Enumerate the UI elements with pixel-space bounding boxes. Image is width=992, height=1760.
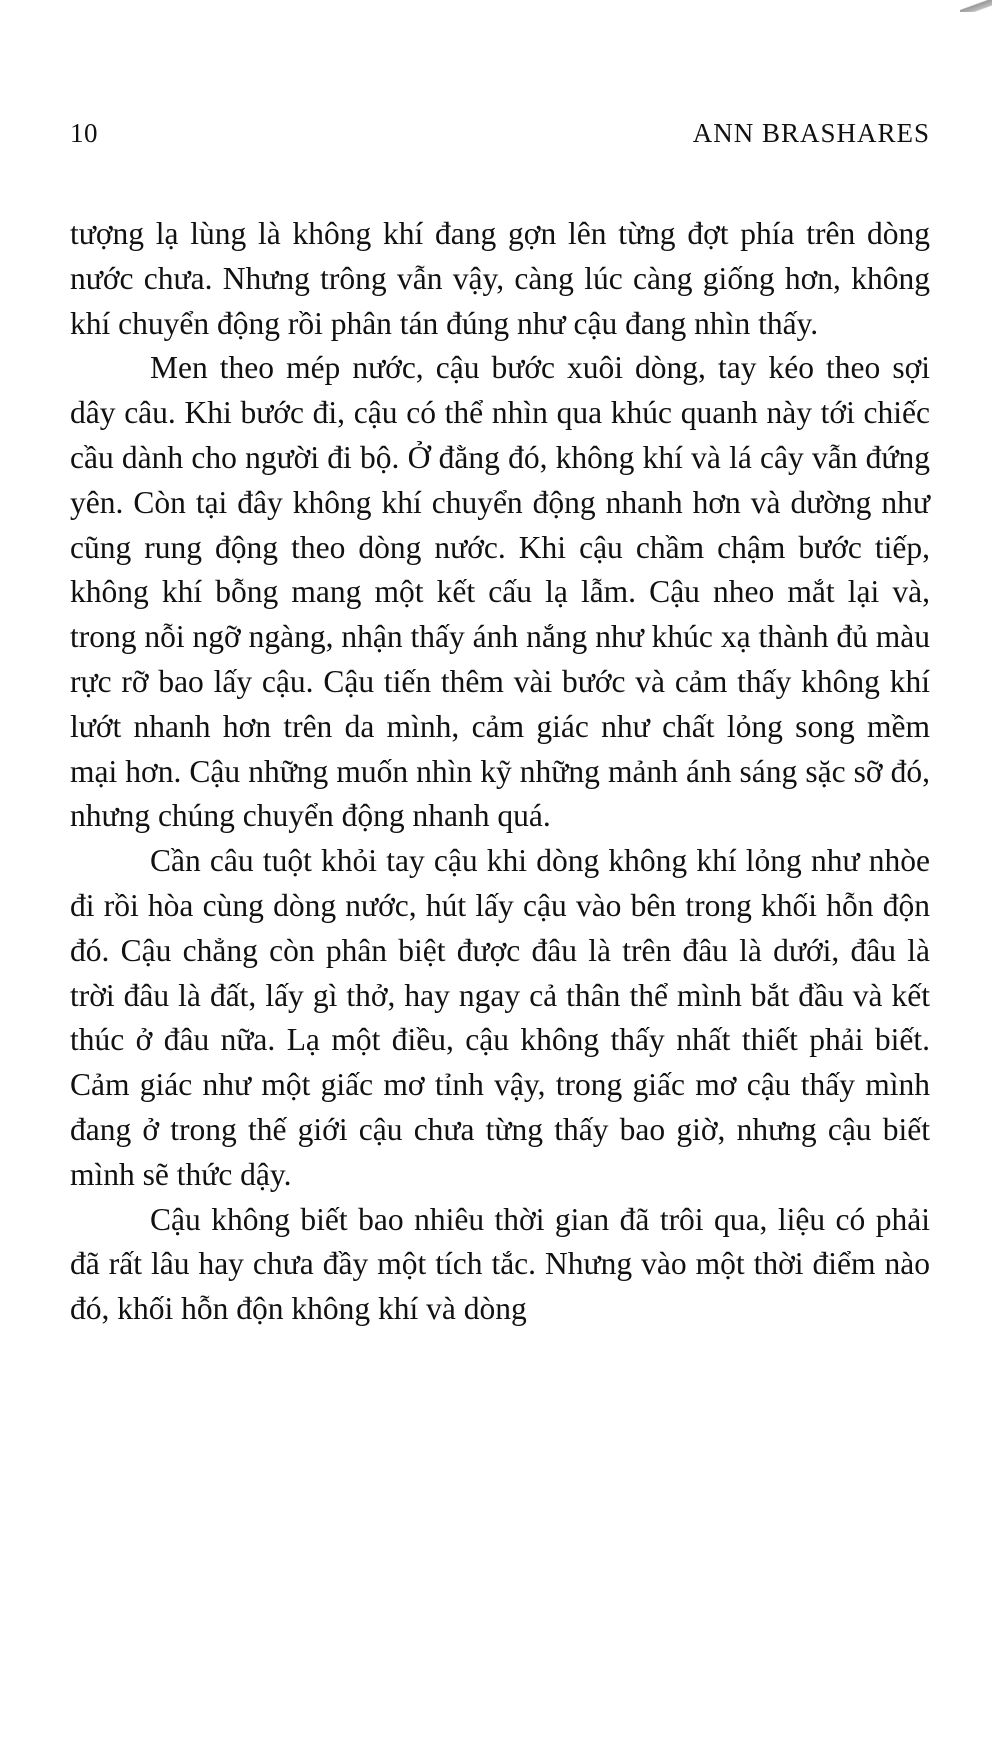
page-body xyxy=(70,212,930,1332)
paragraph: Men theo mép nước, cậu bước xuôi dòng, tay kéo theo sợi dây câu. Khi bước đi, cậu có thể nhìn qua khúc quanh này tới chiếc cầu dành cho người đi bộ. Ở đằng đó, không khí và lá cây vẫn đứng yên. Còn tại đây không khí chuyển động nhanh hơn và dường như cũng rung động theo dòng nước. Khi cậu chầm chậm bước tiếp, không khí bỗng mang một kết cấu lạ lẫm. Cậu nheo mắt lại và, trong nỗi ngỡ ngàng, nhận thấy ánh nắng như khúc xạ thành đủ màu rực rỡ bao lấy cậu. Cậu tiến thêm vài bước và cảm thấy không khí lướt nhanh hơn trên da mình, cảm giác như chất lỏng song mềm mại hơn. Cậu những muốn nhìn kỹ những mảnh ánh sáng sặc sỡ đó, nhưng chúng chuyển động nhanh quá. xyxy=(70,350,930,834)
paragraph: tượng lạ lùng là không khí đang gợn lên từng đợt phía trên dòng nước chưa. Nhưng trông vẫn vậy, càng lúc càng giống hơn, không khí chuyển động rồi phân tán đúng như cậu đang nhìn thấy. xyxy=(70,216,930,341)
paragraph: Cậu không biết bao nhiêu thời gian đã trôi qua, liệu có phải đã rất lâu hay chưa đầy một tích tắc. Nhưng vào một thời điểm nào đó, khối hỗn độn không khí và dòng xyxy=(70,1201,930,1327)
running-header xyxy=(70,118,930,149)
page-corner-fold xyxy=(960,0,992,12)
paragraph: Cần câu tuột khỏi tay cậu khi dòng không khí lỏng như nhòe đi rồi hòa cùng dòng nước, hút lấy cậu vào bên trong khối hỗn độn đó. Cậu chẳng còn phân biệt được đâu là trên đâu là dưới, đâu là trời đâu là đất, lấy gì thở, hay ngay cả thân thể mình bắt đầu và kết thúc ở đâu nữa. Lạ một điều, cậu không thấy nhất thiết phải biết. Cảm giác như một giấc mơ tỉnh vậy, trong giấc mơ cậu thấy mình đang ở trong thế giới cậu chưa từng thấy bao giờ, nhưng cậu biết mình sẽ thức dậy. xyxy=(70,843,930,1192)
author-name: ANN BRASHARES xyxy=(692,118,930,148)
page-number: 10 xyxy=(70,118,98,148)
